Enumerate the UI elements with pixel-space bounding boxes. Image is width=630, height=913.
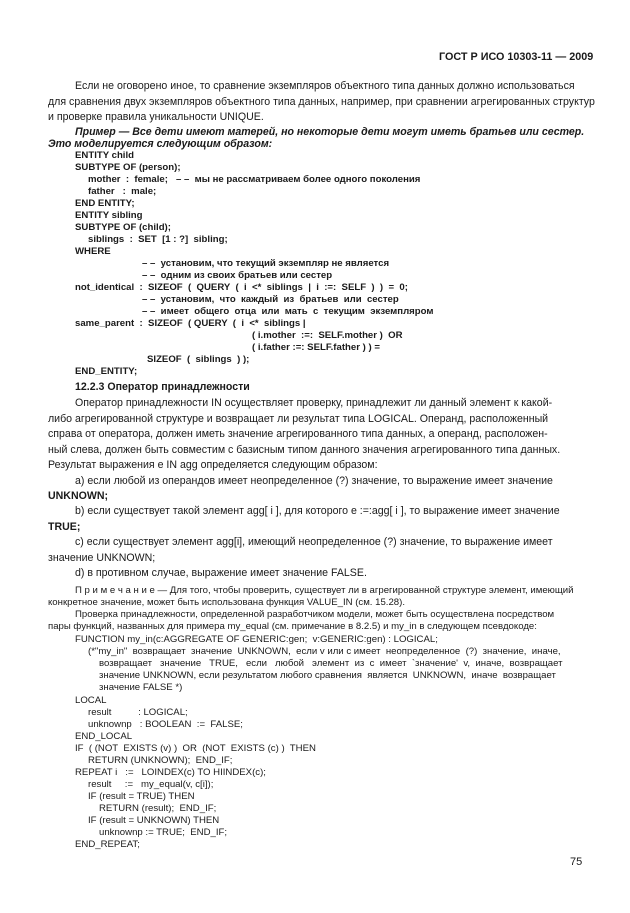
note-line: конкретное значение, может быть использована функция VALUE_IN (см. 15.28). bbox=[48, 597, 406, 608]
list-item-a: a) если любой из операндов имеет неопределенное (?) значение, то выражение имеет значение bbox=[75, 475, 553, 487]
pseudocode-line: unknownp := TRUE; END_IF; bbox=[99, 827, 228, 838]
code-line: father : male; bbox=[88, 186, 157, 197]
pseudocode-line: RETURN (UNKNOWN); END_IF; bbox=[88, 755, 233, 766]
pseudocode-line: возвращает значение TRUE, если любой элемент из c имеет `значение' v, иначе, возвращает bbox=[99, 658, 563, 669]
list-item-b-cont: TRUE; bbox=[48, 521, 81, 533]
list-item-c: c) если существует элемент agg[i], имеющий неопределенное (?) значение, то выражение имеет bbox=[75, 536, 553, 548]
note-line: пары функций, названных для примера my_equal (см. примечание в 8.2.5) и my_in в следующем псевдокоде: bbox=[48, 621, 537, 632]
pseudocode-line: result : LOGICAL; bbox=[88, 707, 188, 718]
list-item-a-cont: UNKNOWN; bbox=[48, 490, 109, 502]
paragraph-line: справа от оператора, должен иметь значение агрегированного типа данных, а операнд, расположен- bbox=[48, 428, 548, 440]
code-line: SUBTYPE OF (person); bbox=[75, 162, 181, 173]
code-line: ENTITY sibling bbox=[75, 210, 143, 221]
code-line: – – установим, что текущий экземпляр не является bbox=[142, 258, 390, 269]
pseudocode-line: REPEAT i := LOINDEX(c) TO HIINDEX(c); bbox=[75, 767, 266, 778]
note-line: Проверка принадлежности, определенной разработчиком модели, может быть осуществлена посредством bbox=[75, 609, 555, 620]
code-line: mother : female; – – мы не рассматриваем более одного поколения bbox=[88, 174, 421, 185]
code-line: same_parent : SIZEOF ( QUERY ( i <* siblings | bbox=[75, 318, 306, 329]
code-line: SUBTYPE OF (child); bbox=[75, 222, 171, 233]
code-line: END ENTITY; bbox=[75, 198, 135, 209]
code-line: – – имеет общего отца или мать с текущим экземпляром bbox=[142, 306, 434, 317]
pseudocode-line: IF (result = TRUE) THEN bbox=[88, 791, 195, 802]
pseudocode-line: RETURN (result); END_IF; bbox=[99, 803, 217, 814]
list-item-b: b) если существует такой элемент agg[ i ], для которого e :=:agg[ i ], то выражение имеет значение bbox=[75, 505, 560, 517]
pseudocode-line: FUNCTION my_in(c:AGGREGATE OF GENERIC:gen; v:GENERIC:gen) : LOGICAL; bbox=[75, 634, 438, 645]
code-line: ENTITY child bbox=[75, 150, 134, 161]
pseudocode-line: значение UNKNOWN, если результатом любого сравнения является UNKNOWN, иначе возвращает bbox=[99, 670, 556, 681]
pseudocode-line: значение FALSE *) bbox=[99, 682, 183, 693]
pseudocode-line: END_LOCAL bbox=[75, 731, 133, 742]
example-line: Это моделируется следующим образом: bbox=[48, 138, 273, 150]
code-line: SIZEOF ( siblings ) ); bbox=[147, 354, 250, 365]
code-line: WHERE bbox=[75, 246, 111, 257]
pseudocode-line: IF (result = UNKNOWN) THEN bbox=[88, 815, 220, 826]
paragraph-line: для сравнения двух экземпляров объектного типа данных, например, при сравнении агрегированных структур bbox=[48, 96, 595, 108]
paragraph-line: Результат выражения e IN agg определяется следующим образом: bbox=[48, 459, 378, 471]
code-line: siblings : SET [1 : ?] sibling; bbox=[88, 234, 228, 245]
pseudocode-line: IF ( (NOT EXISTS (v) ) OR (NOT EXISTS (c) ) THEN bbox=[75, 743, 316, 754]
paragraph-line: Если не оговорено иное, то сравнение экземпляров объектного типа данных должно использоваться bbox=[75, 80, 575, 92]
example-line: Пример — Все дети имеют матерей, но некоторые дети могут иметь братьев или сестер. bbox=[75, 126, 585, 138]
paragraph-line: либо агрегированной структуре и возвращает ли результат типа LOGICAL. Операнд, расположенный bbox=[48, 413, 549, 425]
code-line: ( i.mother :=: SELF.mother ) OR bbox=[252, 330, 403, 341]
pseudocode-line: result := my_equal(v, c[i]); bbox=[88, 779, 214, 790]
pseudocode-line: unknownp : BOOLEAN := FALSE; bbox=[88, 719, 243, 730]
page-number: 75 bbox=[570, 856, 583, 868]
code-line: ( i.father :=: SELF.father ) ) = bbox=[252, 342, 380, 353]
paragraph-line: Оператор принадлежности IN осуществляет проверку, принадлежит ли данный элемент к какой- bbox=[75, 397, 553, 409]
code-line: not_identical : SIZEOF ( QUERY ( i <* siblings | i :=: SELF ) ) = 0; bbox=[75, 282, 408, 293]
code-line: END_ENTITY; bbox=[75, 366, 138, 377]
code-line: – – одним из своих братьев или сестер bbox=[142, 270, 333, 281]
note-line: П р и м е ч а н и е — Для того, чтобы проверить, существует ли в агрегированной структуре элемент, имеющий bbox=[75, 585, 574, 596]
list-item-c-cont: значение UNKNOWN; bbox=[48, 552, 156, 564]
section-heading: 12.2.3 Оператор принадлежности bbox=[75, 381, 250, 393]
pseudocode-line: LOCAL bbox=[75, 695, 107, 706]
code-line: – – установим, что каждый из братьев или сестер bbox=[142, 294, 399, 305]
document-header: ГОСТ Р ИСО 10303-11 — 2009 bbox=[439, 51, 594, 63]
list-item-d: d) в противном случае, выражение имеет значение FALSE. bbox=[75, 567, 367, 579]
paragraph-line: ный слева, должен быть совместим с базисным типом данного значения агрегированного типа данных. bbox=[48, 444, 561, 456]
paragraph-line: и проверке правила уникальности UNIQUE. bbox=[48, 111, 264, 123]
pseudocode-line: END_REPEAT; bbox=[75, 839, 140, 850]
pseudocode-line: (*"my_in" возвращает значение UNKNOWN, если v или c имеет неопределенное (?) значение, иначе, bbox=[88, 646, 561, 657]
